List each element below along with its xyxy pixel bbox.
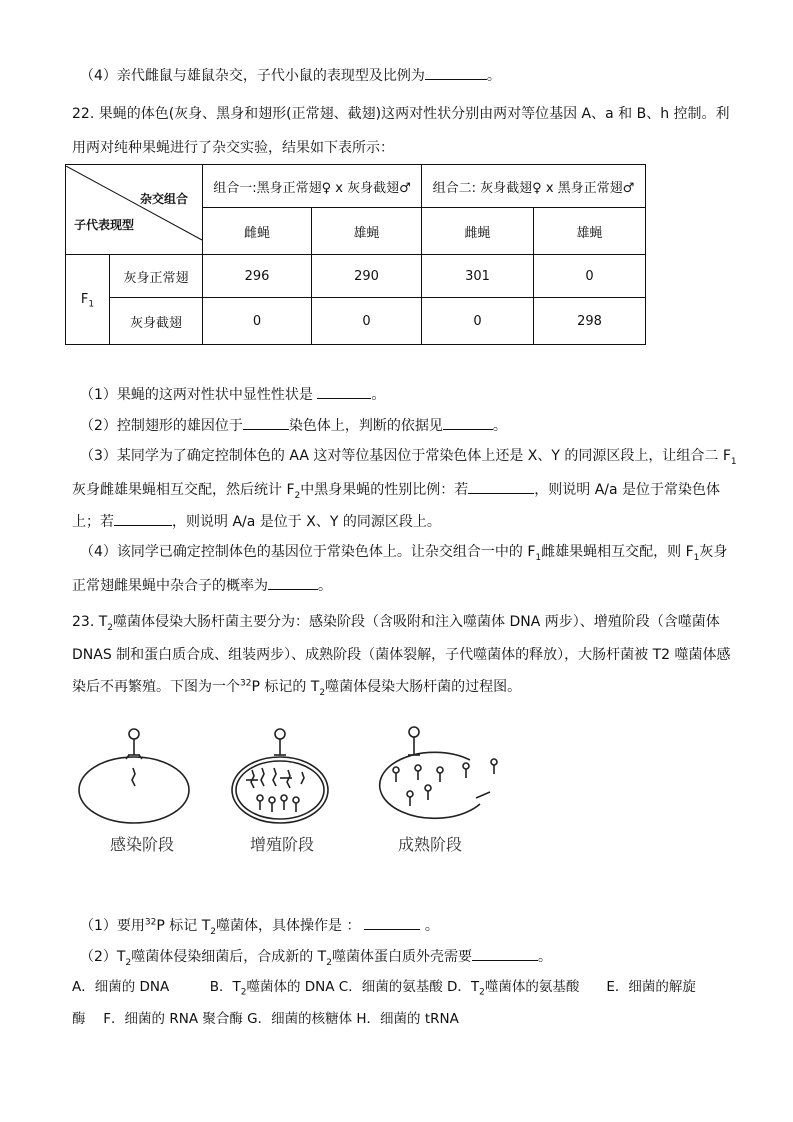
q22-item4-end: 。: [318, 578, 332, 594]
group1-header: 组合一:黑身正常翅♀ x 灰身截翅♂: [203, 165, 422, 208]
q21-item4-text: （4）亲代雌鼠与雄鼠杂交，子代小鼠的表现型及比例为: [80, 68, 425, 84]
answer-blank[interactable]: [472, 945, 538, 961]
q23-item1-text-b: P 标记 T: [156, 918, 211, 934]
maturation-stage-cell: [380, 727, 497, 818]
table-cell: 301: [422, 255, 534, 298]
q23-item1: [80, 914, 735, 936]
q22-item1-end: 。: [371, 387, 386, 403]
group2-male: 雄蝇: [534, 208, 646, 255]
q22-item3-line3: [72, 510, 727, 532]
q23-options-line1: [72, 977, 727, 997]
q23-option-text-b: 噬菌体的 DNA C．细菌的氨基酸 D．T: [246, 979, 480, 995]
table-cell: 0: [312, 298, 422, 345]
q22-item3-text-b: 中黑身果蝇的性别比例：若: [300, 482, 469, 498]
q22-item3-text-e: ，则说明 A/a 是位于 X、Y 的同源区段上。: [172, 514, 441, 530]
q23-item2-text-b: 噬菌体侵染细菌后，合成新的 T: [131, 949, 327, 965]
q22-item1: [80, 383, 735, 405]
caption-replication-stage: 增殖阶段: [250, 835, 315, 854]
subscript: 1: [535, 552, 542, 563]
cross-result-table: [65, 164, 646, 345]
replication-stage-cell: [232, 729, 328, 823]
q22-stem-line1: 22. 果蝇的体色(灰身、黑身和翅形(正常翅、截翅)这两对性状分别由两对等位基因 A、a 和 B、h 控制。利: [72, 106, 730, 122]
subscript: 2: [107, 622, 114, 633]
q22-item4-line1: [80, 542, 735, 562]
q23-item1-text-a: （1）要用: [80, 918, 145, 934]
phage-infection-figure: [78, 722, 518, 862]
q22-item4-line2: [72, 574, 727, 596]
infection-stage-cell: [79, 729, 189, 823]
q22-item4-text-c: 灰身: [699, 544, 728, 560]
subscript: 1: [730, 456, 737, 467]
q23-stem-text-e: 噬菌体侵染大肠杆菌的过程图。: [325, 679, 522, 695]
q22-item3-line1: [80, 446, 735, 466]
subscript: 2: [125, 957, 132, 968]
subscript: 2: [210, 926, 217, 937]
header-cross-combination: 杂交组合: [139, 191, 188, 206]
caption-maturation-stage: 成熟阶段: [398, 835, 463, 854]
answer-blank[interactable]: [468, 478, 534, 494]
generation-sub: 1: [88, 299, 95, 310]
q21-item4-end: 。: [486, 68, 501, 84]
q22-item4-text-a: （4）该同学已确定控制体色的基因位于常染色体上。让杂交组合一中的 F: [80, 544, 536, 560]
table-cell: 296: [203, 255, 312, 298]
diagonal-line: [66, 166, 202, 254]
subscript: 2: [479, 987, 485, 998]
q22-item4-text-d: 正常翅雌果蝇中杂合子的概率为: [72, 578, 268, 594]
q23-stem-text-d: P 标记的 T: [251, 679, 320, 695]
q22-item1-text: （1）果蝇的这两对性状中显性性状是: [80, 387, 313, 403]
q22-item3-text-c: ，则说明 A/a 是位于常染色体: [534, 482, 721, 498]
q22-item4-text-b: 雌雄果蝇相互交配，则 F: [541, 544, 694, 560]
q23-item2-end: 。: [537, 949, 552, 965]
group2-header: 组合二: 灰身截翅♀ x 黑身正常翅♂: [422, 165, 646, 208]
q22-stem-line2: 用两对纯种果蝇进行了杂交实验，结果如下表所示：: [72, 140, 394, 156]
generation-label: F: [80, 292, 89, 307]
group1-female: 雌蝇: [203, 208, 312, 255]
q23-item1-end: 。: [424, 918, 439, 934]
caption-infection-stage: 感染阶段: [110, 835, 175, 854]
q22-item2-text-b: 染色体上，判断的依据见: [288, 418, 443, 434]
superscript: 32: [240, 678, 252, 689]
answer-blank[interactable]: [317, 383, 371, 399]
q23-stem-line3: [72, 677, 727, 697]
q23-stem-line1: [72, 612, 727, 632]
q22-item3-line2: [72, 478, 727, 500]
header-offspring-phenotype: 子代表现型: [74, 217, 135, 232]
q22-item3-text-d: 上；若: [72, 514, 114, 530]
row-label: 灰身正常翅: [110, 255, 203, 298]
q23-stem-text-a: 23. T: [72, 614, 108, 630]
subscript: 2: [326, 957, 332, 968]
q22-item2-end: 。: [492, 418, 507, 434]
answer-blank[interactable]: [268, 574, 318, 590]
q23-item1-text-c: 噬菌体，具体操作是 ：: [216, 918, 361, 934]
q23-item2-text-c: 噬菌体蛋白质外壳需要: [331, 949, 472, 965]
q23-stem-text-b: 噬菌体侵染大肠杆菌主要分为：感染阶段（含吸附和注入噬菌体 DNA 两步）、增殖阶段（含噬菌体: [113, 614, 720, 630]
q23-stem-text-c: 染后不再繁殖。下图为一个: [72, 679, 240, 695]
q21-item4: [80, 64, 735, 86]
q22-item3-text: （3）某同学为了确定控制体色的 AA 这对等位基因位于常染色体上还是 X、Y 的同源区段上，让组合二 F: [80, 448, 731, 464]
subscript: 1: [693, 552, 700, 563]
q23-option-text-a: A．细菌的 DNA B．T: [72, 979, 241, 995]
q23-item2: [80, 945, 735, 967]
q23-options-line2: 酶 F．细菌的 RNA 聚合酶 G．细菌的核糖体 H．细菌的 tRNA: [72, 1011, 459, 1027]
q23-stem-line2: DNAS 制和蛋白质合成、组装两步）、成熟阶段（菌体裂解，子代噬菌体的释放），大肠杆菌被 T2 噬菌体感: [72, 647, 731, 663]
subscript: 2: [240, 987, 247, 998]
group2-female: 雌蝇: [422, 208, 534, 255]
table-cell: 0: [203, 298, 312, 345]
q23-option-text-c: 噬菌体的氨基酸 E．细菌的解旋: [484, 979, 696, 995]
answer-blank[interactable]: [443, 414, 493, 430]
subscript: 2: [294, 490, 301, 501]
table-cell: 0: [422, 298, 534, 345]
group1-male: 雄蝇: [312, 208, 422, 255]
generation-cell: [66, 255, 110, 345]
superscript: 32: [144, 917, 157, 928]
table-cell: 290: [312, 255, 422, 298]
subscript: 2: [319, 687, 326, 698]
table-cell: 298: [534, 298, 646, 345]
q22-item3-text-a: 灰身雌雄果蝇相互交配，然后统计 F: [72, 482, 295, 498]
answer-blank[interactable]: [114, 510, 172, 526]
table-cell: 0: [534, 255, 646, 298]
answer-blank[interactable]: [425, 64, 487, 80]
q22-item2-text-a: （2）控制翅形的雄因位于: [80, 418, 243, 434]
table-diagonal-header: [66, 165, 203, 255]
answer-blank[interactable]: [243, 414, 289, 430]
row-label: 灰身截翅: [110, 298, 203, 345]
answer-blank[interactable]: [364, 914, 420, 930]
q23-item2-text-a: （2）T: [80, 949, 126, 965]
q22-item2: [80, 414, 735, 436]
